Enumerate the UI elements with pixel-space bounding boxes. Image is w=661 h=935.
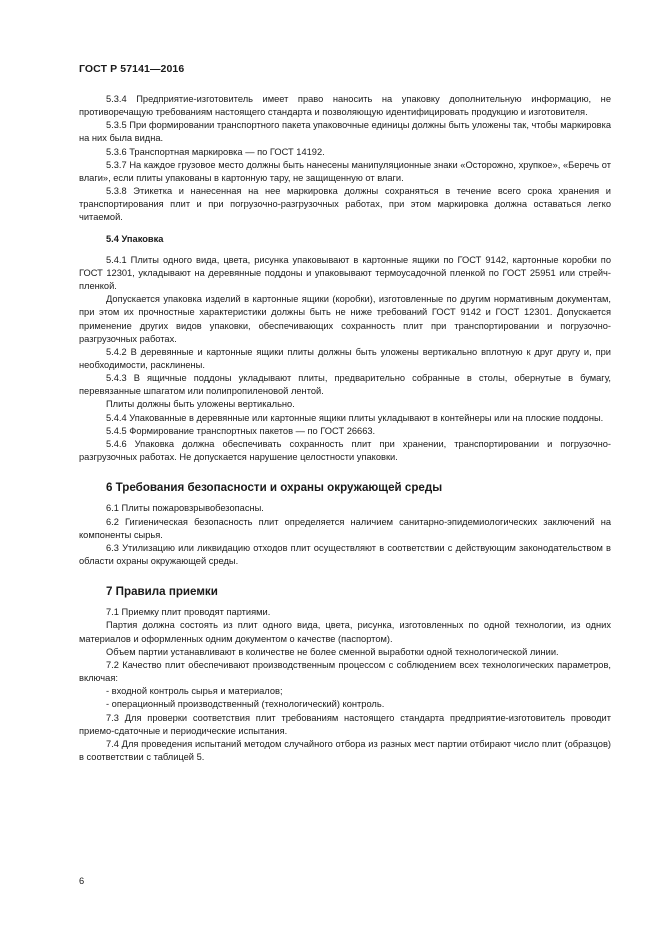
clause-7-2: 7.2 Качество плит обеспечивают производственным процессом с соблюдением всех технологических параметров, включая:	[79, 659, 611, 684]
clause-5-3-8: 5.3.8 Этикетка и нанесенная на нее маркировка должны сохраняться в течение всего срока хранения и транспортирования плит и при погрузочно-разгрузочных работах, при этом маркировка должна оставаться легко читаемой.	[79, 186, 611, 223]
standard-header: ГОСТ Р 57141—2016	[79, 63, 185, 75]
clause-6-2: 6.2 Гигиеническая безопасность плит определяется наличием санитарно-эпидемиологических заключений на компоненты сырья.	[79, 516, 611, 540]
clause-5-4-1-note: Допускается упаковка изделий в картонные ящики (коробки), изготовленные по другим нормативным документам, при этом их прочностные характеристики должны быть не ниже требований ГОСТ 9142 и ГОСТ 12301. Допускается применение других видов упаковки, обеспечивающих сохранность плит при транспортировании и погрузочно-разгрузочных работах.	[79, 294, 611, 344]
clause-7-4: 7.4 Для проведения испытаний методом случайного отбора из разных мест партии отбирают число плит (образцов) в соответствии с таблицей 5.	[79, 738, 611, 763]
list-item-input-control: - входной контроль сырья и материалов;	[106, 686, 283, 697]
clause-5-4-6: 5.4.6 Упаковка должна обеспечивать сохранность плит при хранении, транспортировании и погрузочно-разгрузочных работах. Не допускается нарушение целостности упаковки.	[79, 438, 611, 463]
subsection-title-5-4: 5.4 Упаковка	[106, 233, 164, 244]
clause-5-4-2: 5.4.2 В деревянные и картонные ящики плиты должны быть уложены вертикально вплотную к друг другу и, при необходимости, расклинены.	[79, 346, 611, 370]
page-number: 6	[79, 876, 85, 886]
section-title-6: 6 Требования безопасности и охраны окружающей среды	[106, 481, 443, 495]
clause-7-1-batch: Партия должна состоять из плит одного вида, цвета, рисунка, изготовленных по одной технологии, из одних материалов и оформленных одним документом о качестве (паспортом).	[79, 620, 611, 644]
clause-5-4-5: 5.4.5 Формирование транспортных пакетов — по ГОСТ 26663.	[106, 425, 376, 436]
section-title-7: 7 Правила приемки	[106, 585, 218, 599]
clause-6-3: 6.3 Утилизацию или ликвидацию отходов плит осуществляют в соответствии с действующим законодательством в области охраны окружающей среды.	[79, 542, 611, 566]
clause-6-1: 6.1 Плиты пожаровзрывобезопасны.	[106, 503, 264, 514]
clause-5-4-3: 5.4.3 В ящичные поддоны укладывают плиты, предварительно собранные в столы, обернутые в бумагу, перевязанные шпагатом или полипропиленовой лентой.	[79, 373, 611, 397]
clause-5-3-7: 5.3.7 На каждое грузовое место должны быть нанесены манипуляционные знаки «Осторожно, хрупкое», «Беречь от влаги», если плиты упакованы в картонную тару, не защищенную от влаги.	[79, 159, 611, 183]
clause-5-4-3-note: Плиты должны быть уложены вертикально.	[106, 399, 295, 410]
clause-7-1: 7.1 Приемку плит проводят партиями.	[106, 607, 271, 618]
clause-5-4-4: 5.4.4 Упакованные в деревянные или картонные ящики плиты укладывают в контейнеры или на плоские поддоны.	[106, 412, 604, 423]
clause-7-3: 7.3 Для проверки соответствия плит требованиям настоящего стандарта предприятие-изготовитель проводит приемо-сдаточные и периодические испытания.	[79, 712, 611, 736]
clause-5-3-5: 5.3.5 При формировании транспортного пакета упаковочные единицы должны быть уложены так, чтобы маркировка на них была видна.	[79, 120, 612, 144]
clause-7-1-volume: Объем партии устанавливают в количестве не более сменной выработки одной технологической линии.	[106, 646, 559, 657]
document-body	[79, 93, 611, 764]
clause-5-3-4: 5.3.4 Предприятие-изготовитель имеет право наносить на упаковку дополнительную информацию, не противоречащую требованиям настоящего стандарта и позволяющую идентифицировать продукцию и изготовителя.	[79, 94, 611, 118]
clause-5-3-6: 5.3.6 Транспортная маркировка — по ГОСТ 14192.	[106, 146, 325, 157]
clause-5-4-1: 5.4.1 Плиты одного вида, цвета, рисунка упаковывают в картонные ящики по ГОСТ 9142, картонные коробки по ГОСТ 12301, укладывают на деревянные поддоны и упаковывают термоусадочной пленкой по ГОСТ 25951 или стрейч-пленкой.	[79, 254, 611, 292]
list-item-operational-control: - операционный производственный (технологический) контроль.	[106, 699, 385, 710]
